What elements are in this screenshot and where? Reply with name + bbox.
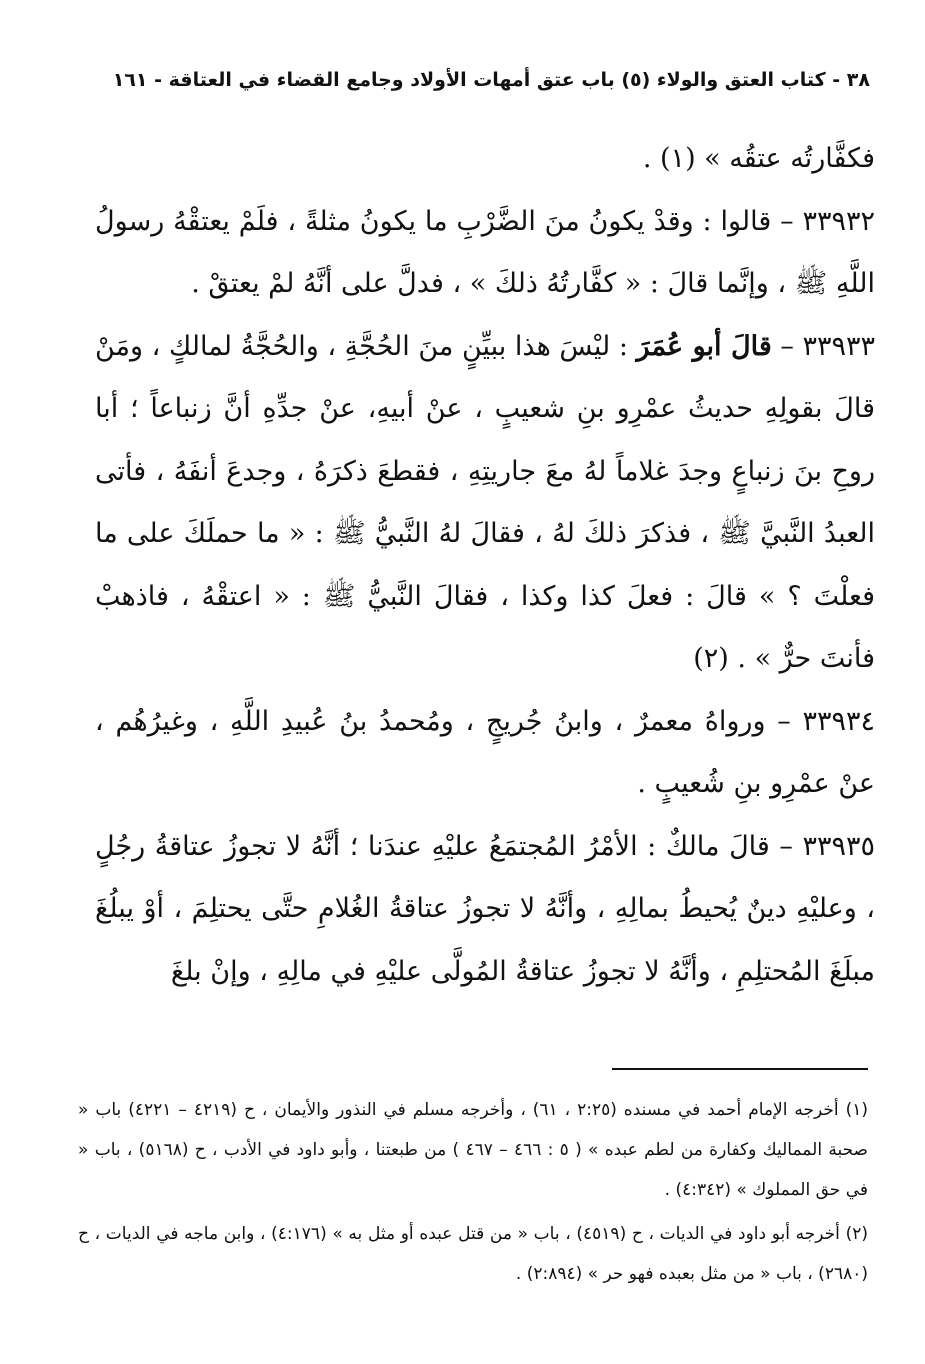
- header-title: ٣٨ - كتاب العتق والولاء (٥) باب عتق أمهات الأولاد وجامع القضاء في العتاقة - ١٦١: [112, 69, 870, 91]
- running-header: [100, 62, 870, 98]
- paragraph-text: قالوا : وقدْ يكونُ منَ الضَّرْبِ ما يكونُ مثلةً ، فلَمْ يعتقْهُ رسولُ اللَّهِ ﷺ ، وإنَّما قالَ : « كفَّارتُهُ ذلكَ » ، فدلَّ على أنَّهُ لمْ يعتقْ .: [95, 205, 875, 299]
- paragraph-text: قالَ مالكٌ : الأمْرُ المُجتمَعُ عليْهِ عندَنا ؛ أنَّهُ لا تجوزُ عتاقةُ رجُلٍ ، وعليْهِ دينٌ يُحيطُ بمالِهِ ، وأنَّهُ لا تجوزُ عتاقةُ الغُلامِ حتَّى يحتلِمَ ، أوْ يبلُغَ مبلَغَ المُحتلِمِ ، وأنَّهُ لا تجوزُ عتاقةُ المُولَّى عليْهِ في مالِهِ ، وإنْ بلغَ: [95, 830, 875, 987]
- footnote-2: (٢) أخرجه أبو داود في الديات ، ح (٤٥١٩) ، باب « من قتل عبده أو مثل به » (٤:١٧٦) ، وابن ماجه في الديات ، ح (٢٦٨٠) ، باب « من مثل بعبده فهو حر » (٢:٨٩٤) .: [78, 1224, 868, 1284]
- paragraph-33932: [95, 191, 875, 316]
- paragraph-continuation: [95, 128, 875, 191]
- main-text: [95, 128, 875, 1003]
- speaker-name: قالَ أبو عُمَرَ: [636, 330, 772, 362]
- paragraph-text: فكفَّارتُه عتقُه » (١) .: [642, 143, 875, 174]
- paragraph-33935: [95, 816, 875, 1004]
- footnotes: [78, 1090, 868, 1298]
- paragraph-number: ٣٣٩٣٥ –: [779, 830, 875, 862]
- paragraph-text: ورواهُ معمرٌ ، وابنُ جُريجٍ ، ومُحمدُ بنُ عُبيدِ اللَّهِ ، وغيرُهُم ، عنْ عمْرِو بنِ شُعيبٍ .: [95, 705, 875, 799]
- paragraph-33933: [95, 316, 875, 691]
- paragraph-number: ٣٣٩٣٣ –: [780, 330, 875, 362]
- paragraph-number: ٣٣٩٣٤ –: [777, 705, 876, 737]
- paragraph-number: ٣٣٩٣٢ –: [780, 205, 875, 237]
- footnote-1: (١) أخرجه الإمام أحمد في مسنده (٢:٢٥ ، ٦١) ، وأخرجه مسلم في النذور والأيمان ، ح (٤٢١٩ – ٤٢٢١) باب « صحبة المماليك وكفارة من لطم عبده » ( ٥ : ٤٦٦ – ٤٦٧ ) من طبعتنا ، وأبو داود في الأدب ، ح (٥١٦٨) ، باب « في حق المملوك » (٤:٣٤٢) .: [78, 1100, 869, 1200]
- paragraph-text: : ليْسَ هذا ببيِّنٍ منَ الحُجَّةِ ، والحُجَّةُ لمالكٍ ، ومَنْ قالَ بقولِهِ حديثُ عمْرِو بنِ شعيبٍ ، عنْ أبيهِ، عنْ جدِّهِ أنَّ زنباعاً ؛ أبا روحِ بنَ زنباعٍ وجدَ غلاماً لهُ معَ جاريتِهِ ، فقطعَ ذكرَهُ ، وجدعَ أنفَهُ ، فأتى العبدُ النَّبيَّ ﷺ ، فذكرَ ذلكَ لهُ ، فقالَ لهُ النَّبيُّ ﷺ : « ما حملَكَ على ما فعلْتَ ؟ » قالَ : فعلَ كذا وكذا ، فقالَ النَّبيُّ ﷺ : « اعتقْهُ ، فاذهبْ فأنتَ حرٌّ » . (٢): [95, 330, 875, 674]
- paragraph-33934: [95, 691, 875, 816]
- footnote-separator: [612, 1068, 868, 1070]
